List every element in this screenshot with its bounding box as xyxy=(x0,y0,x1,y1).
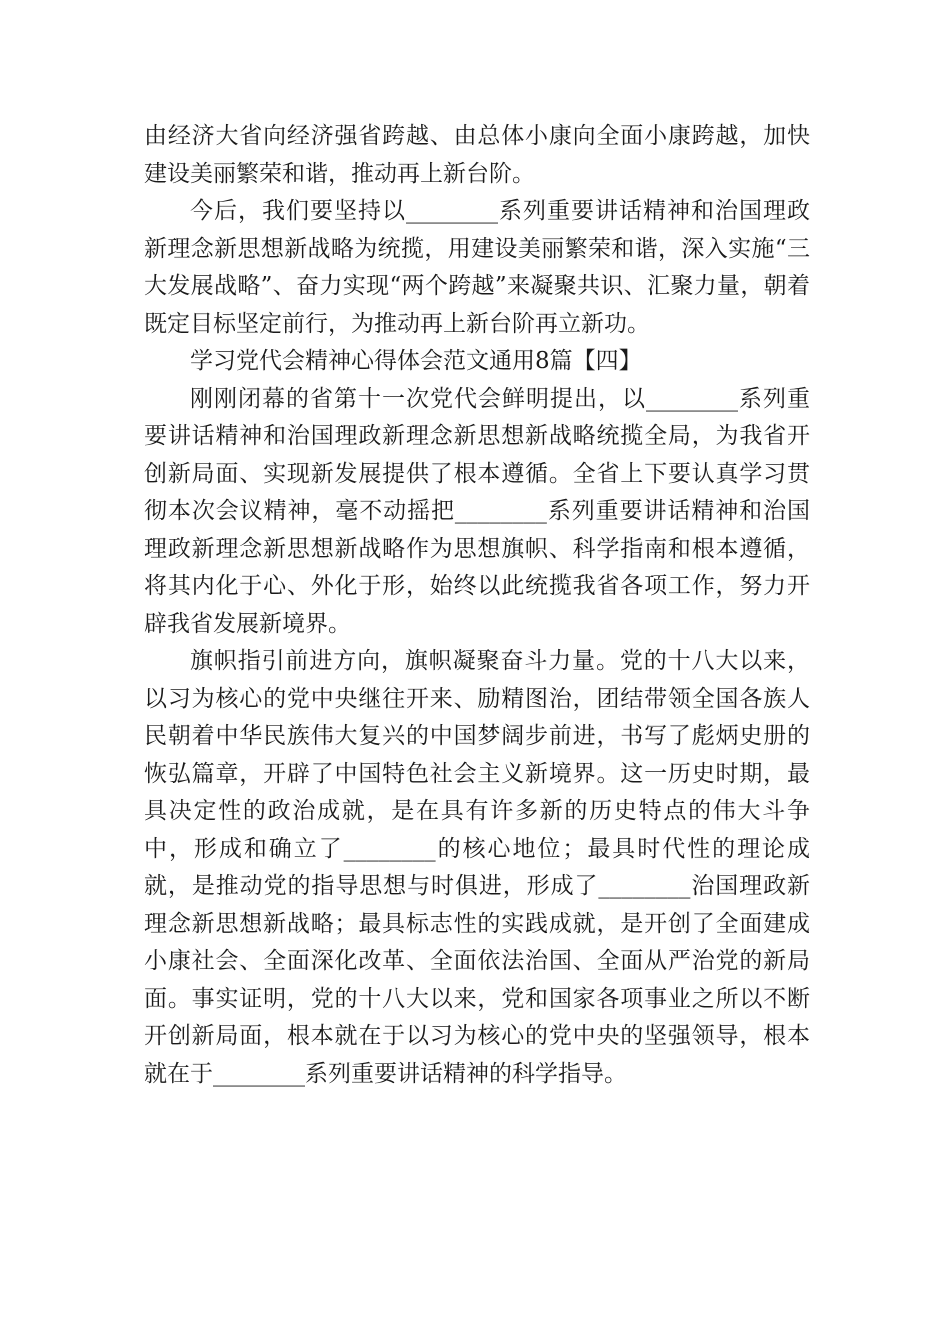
paragraph-congress-summary: 刚刚闭幕的省第十一次党代会鲜明提出，以________系列重要讲话精神和治国理政新理念新思想新战略统揽全局，为我省开创新局面、实现新发展提供了根本遵循。全省上下要认真学习贯彻本次会议精神，毫不动摇把________系列重要讲话精神和治国理政新理念新思想新战略作为思想旗帜、科学指南和根本遵循，将其内化于心、外化于形，始终以此统揽我省各项工作，努力开辟我省发展新境界。 xyxy=(144,385,810,637)
paragraph-banner-guidance: 旗帜指引前进方向，旗帜凝聚奋斗力量。党的十八大以来，以习为核心的党中央继往开来、励精图治，团结带领全国各族人民朝着中华民族伟大复兴的中国梦阔步前进，书写了彪炳史册的恢弘篇章，开辟了中国特色社会主义新境界。这一历史时期，最具决定性的政治成就，是在具有许多新的历史特点的伟大斗争中，形成和确立了________的核心地位；最具时代性的理论成就，是推动党的指导思想与时俱进，形成了________治国理政新理念新思想新战略；最具标志性的实践成就，是开创了全面建成小康社会、全面深化改革、全面依法治国、全面从严治党的新局面。事实证明，党的十八大以来，党和国家各项事业之所以不断开创新局面，根本就在于以习为核心的党中央的坚强领导，根本就在于________系列重要讲话精神的科学指导。 xyxy=(144,648,810,1087)
paragraph-continuation: 由经济大省向经济强省跨越、由总体小康向全面小康跨越，加快建设美丽繁荣和谐，推动再上新台阶。 xyxy=(144,123,810,187)
paragraph-future-plan: 今后，我们要坚持以________系列重要讲话精神和治国理政新理念新思想新战略为统揽，用建设美丽繁荣和谐，深入实施“三大发展战略”、奋力实现“两个跨越”来凝聚共识、汇聚力量，朝着既定目标坚定前行，为推动再上新台阶再立新功。 xyxy=(144,198,810,337)
section-heading: 学习党代会精神心得体会范文通用8篇【四】 xyxy=(190,348,642,374)
document-page xyxy=(144,118,810,1093)
